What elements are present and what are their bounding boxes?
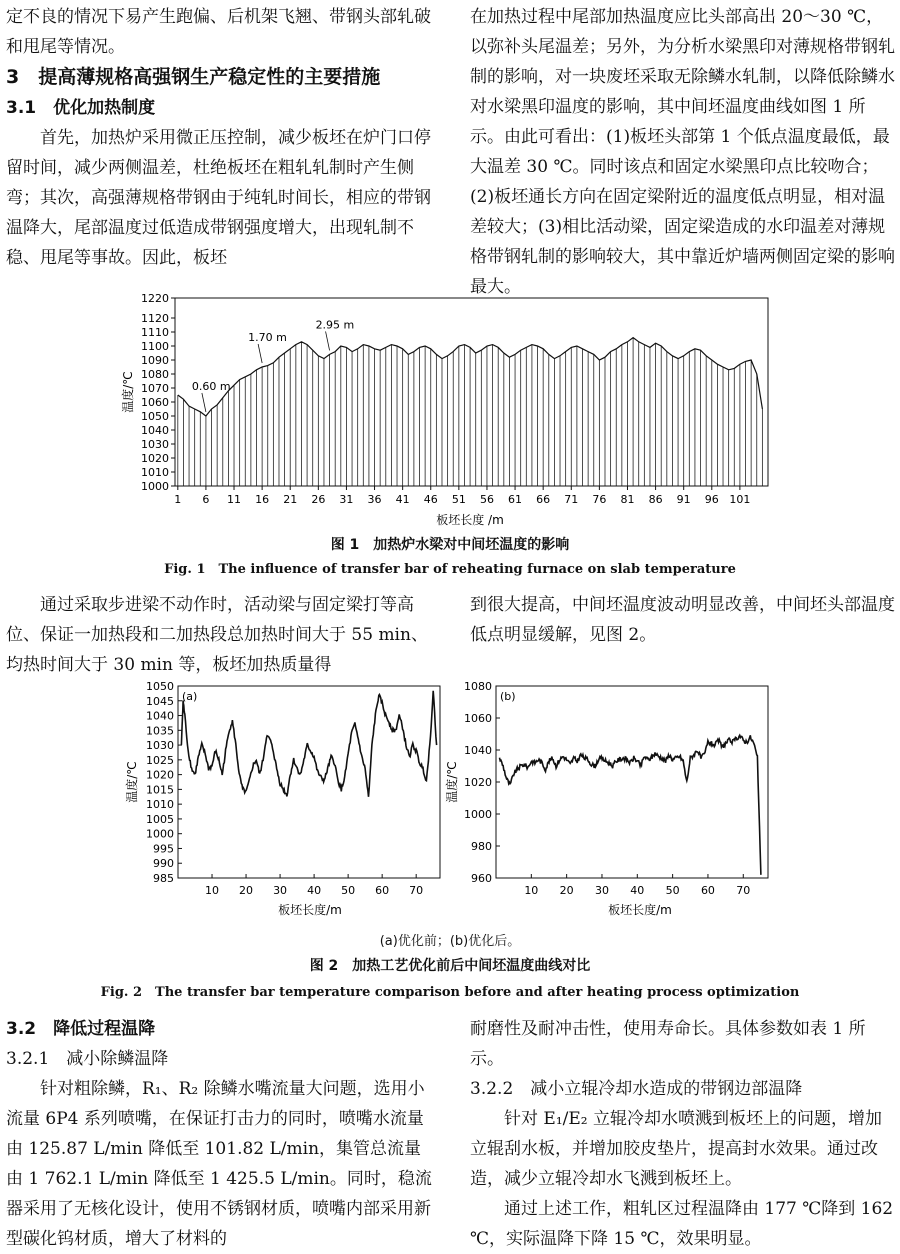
figure-1-y-label: 温度/℃ [121, 371, 135, 413]
figure-2b-y-label: 温度/℃ [445, 761, 459, 803]
figure-2a-y-tick-label: 1045 [146, 694, 174, 708]
figure-1-x-tick-label: 101 [729, 493, 751, 506]
figure-2b-x-tick-label: 10 [524, 884, 539, 897]
figure-1-x-tick-label: 1 [174, 493, 182, 506]
figure-1-x-tick-label: 31 [339, 493, 354, 506]
figure-2b-plot-frame [496, 686, 768, 878]
figure-2-caption-en: Fig. 2 The transfer bar temperature comparison before and after heating process optimization [100, 985, 800, 1000]
figure-1-x-tick-label: 36 [367, 493, 382, 506]
figure-2a-y-label: 温度/℃ [125, 761, 139, 803]
figure-1-x-tick-label: 86 [648, 493, 663, 506]
figure-2a-y-tick-label: 1000 [146, 827, 174, 841]
figure-1-y-tick-label: 1100 [141, 340, 169, 353]
figure-1-y-tick-label: 1000 [141, 480, 169, 493]
figure-2b-y-tick-label: 1060 [464, 712, 492, 725]
figure-1-y-tick-label: 1110 [141, 326, 169, 339]
figure-2b-y-tick-label: 1080 [464, 680, 492, 693]
figure-1-chart [110, 292, 790, 532]
figure-2b-y-tick-label: 960 [471, 872, 492, 885]
section-3-1-paragraph: 首先，加热炉采用微正压控制，减少板坯在炉门口停留时间，减少两侧温差，杜绝板坯在粗轧轧制时产生侧弯；其次，高强薄规格带钢由于纯轧时间长，相应的带钢温降大，尾部温度过低造成带钢强度增大，出现轧制不稳、甩尾等事故。因此，板坯 [6, 128, 431, 268]
figure-1-y-tick-label: 1010 [141, 466, 169, 479]
figure-2a-y-tick-label: 985 [153, 872, 174, 885]
figure-2a-y-tick-label: 1015 [146, 783, 174, 797]
figure-1-x-tick-label: 91 [676, 493, 691, 506]
figure-1-y-tick-label: 1030 [141, 438, 169, 451]
middle-left-paragraph: 通过采取步进梁不动作时，活动梁与固定梁打等高位、保证一加热段和二加热段总加热时间大于 55 min、均热时间大于 30 min 等，板坯加热质量得 [6, 595, 428, 675]
figure-2a-x-label: 板坯长度/m [278, 903, 342, 917]
figure-1-y-tick-label: 1060 [141, 396, 169, 409]
figure-2b-panel-label: (b) [500, 690, 516, 703]
figure-2a-y-tick-label: 1035 [146, 724, 174, 738]
figure-1-y-tick-label: 1020 [141, 452, 169, 465]
figure-1-annotation: 1.70 m [248, 331, 287, 344]
figure-1-x-tick-label: 96 [704, 493, 719, 506]
figure-1-y-tick-label: 1220 [141, 292, 169, 305]
figure-2a-y-tick-label: 1020 [146, 768, 174, 782]
figure-2b-x-label: 板坯长度/m [608, 903, 672, 917]
figure-2b-chart [440, 680, 780, 920]
figure-1-y-tick-label: 1120 [141, 312, 169, 325]
section-3-2-2-title: 3.2.2 减小立辊冷却水造成的带钢边部温降 [470, 1079, 803, 1099]
figure-2-subcaption: (a)优化前；(b)优化后。 [379, 934, 521, 949]
figure-1-y-tick-label: 1080 [141, 368, 169, 381]
figure-2b-y-tick-label: 1000 [464, 808, 492, 821]
figure-2a-x-tick-label: 60 [375, 884, 390, 897]
figure-2a-x-tick-label: 70 [409, 884, 424, 897]
section-3-1-title: 3.1 优化加热制度 [6, 98, 156, 118]
figure-2b-series-line [500, 735, 761, 875]
figure-2a-y-tick-label: 1040 [146, 709, 174, 723]
figure-1-annotation-arrow [258, 344, 262, 363]
figure-1-caption-cn: 图 1 加热炉水梁对中间坯温度的影响 [330, 537, 570, 553]
figure-1-x-tick-label: 41 [395, 493, 410, 506]
figure-2a-y-tick-label: 1030 [146, 739, 174, 753]
figure-2a-y-tick-label: 995 [153, 842, 174, 856]
figure-1-y-tick-label: 1040 [141, 424, 169, 437]
figure-2a-chart [120, 680, 450, 920]
figure-1-x-tick-label: 81 [620, 493, 635, 506]
figure-2b-x-tick-label: 40 [630, 884, 645, 897]
figure-2a-x-tick-label: 10 [205, 884, 220, 897]
figure-2a-x-tick-label: 20 [239, 884, 254, 897]
figure-1-y-tick-label: 1070 [141, 382, 169, 395]
figure-2a-x-tick-label: 50 [341, 884, 356, 897]
figure-2a-y-tick-label: 1005 [146, 812, 174, 826]
section-3-2-1-paragraph: 针对粗除鳞，R₁、R₂ 除鳞水嘴流量大问题，选用小流量 6P4 系列喷嘴，在保证打击力的同时，喷嘴水流量由 125.87 L/min 降低至 101.82 L/min，集管总流量由 1 762.1 L/min 降低至 1 425.5 L/min。同时，稳流器采用了无核化设计，使用不锈钢材质，喷嘴内部采用新型碳化钨材质，增大了材料的 [6, 1079, 432, 1249]
figure-1-x-tick-label: 61 [508, 493, 523, 506]
figure-1-x-tick-label: 6 [202, 493, 210, 506]
figure-1-x-tick-label: 16 [255, 493, 270, 506]
figure-1-x-tick-label: 21 [283, 493, 298, 506]
figure-2a-y-tick-label: 1025 [146, 753, 174, 767]
figure-2a-y-tick-label: 1010 [146, 798, 174, 812]
figure-1-x-tick-label: 26 [311, 493, 326, 506]
continued-paragraph: 定不良的情况下易产生跑偏、后机架飞翘、带钢头部轧破和甩尾等情况。 [6, 7, 431, 57]
section-3-title: 3 提高薄规格高强钢生产稳定性的主要措施 [6, 66, 381, 88]
figure-2b-y-tick-label: 1020 [464, 776, 492, 789]
bottom-left-column [6, 1014, 434, 1254]
figure-2-caption-cn: 图 2 加热工艺优化前后中间坯温度曲线对比 [309, 958, 591, 974]
figure-1-caption-en: Fig. 1 The influence of transfer bar of reheating furnace on slab temperature [164, 562, 736, 577]
figure-2a-y-tick-label: 1050 [146, 680, 174, 693]
figure-2b-x-tick-label: 30 [594, 884, 609, 897]
middle-right-column [470, 590, 896, 650]
middle-right-paragraph: 到很大提高，中间坯温度波动明显改善，中间坯头部温度低点明显缓解，见图 2。 [470, 595, 895, 645]
figure-1-plot-frame [175, 298, 768, 486]
figure-2a-plot-frame [178, 686, 440, 878]
figure-2b-x-tick-label: 20 [559, 884, 574, 897]
figure-1-x-label: 板坯长度 /m [436, 513, 504, 527]
section-3-2-2-paragraph: 针对 E₁/E₂ 立辊冷却水喷溅到板坯上的问题，增加立辊刮水板，并增加胶皮垫片，提高封水效果。通过改造，减少立辊冷却水飞溅到板坯上。 [470, 1109, 882, 1189]
figure-1-annotation-arrow [326, 331, 330, 350]
right-paragraph: 在加热过程中尾部加热温度应比头部高出 20～30 ℃，以弥补头尾温差；另外，为分析水梁黑印对薄规格带钢轧制的影响，对一块废坯采取无除鳞水轧制，以降低除鳞水对水梁黑印温度的影响，其中间坯温度曲线如图 1 所示。由此可看出：(1)板坯头部第 1 个低点温度最低，最大温差 30 ℃。同时该点和固定水梁黑印点比较吻合；(2)板坯通长方向在固定梁附近的温度低点明显，相对温差较大；(3)相比活动梁，固定梁造成的水印温差对薄规格带钢轧制的影响较大，其中靠近炉墙两侧固定梁的影响最大。 [470, 7, 895, 297]
figure-1-x-tick-label: 66 [536, 493, 551, 506]
figure-1-x-tick-label: 56 [479, 493, 494, 506]
figure-2a-panel-label: (a) [182, 690, 198, 703]
figure-1-y-tick-label: 1050 [141, 410, 169, 423]
figure-1-x-tick-label: 51 [451, 493, 466, 506]
figure-2b-x-tick-label: 60 [700, 884, 715, 897]
section-3-2-title: 3.2 降低过程温降 [6, 1019, 156, 1039]
figure-2a-y-tick-label: 990 [153, 857, 174, 871]
figure-2a-series-line [181, 691, 436, 797]
figure-2a-x-tick-label: 30 [273, 884, 288, 897]
section-3-2-1-title: 3.2.1 减小除鳞温降 [6, 1049, 169, 1069]
top-right-column [470, 2, 896, 302]
middle-left-column [6, 590, 434, 680]
figure-1-x-tick-label: 46 [423, 493, 438, 506]
figure-1-x-tick-label: 71 [564, 493, 579, 506]
section-3-2-2-result: 通过上述工作，粗轧区过程温降由 177 ℃降到 162 ℃，实际温降下降 15 ℃，效果明显。 [470, 1199, 894, 1249]
figure-2b-y-tick-label: 1040 [464, 744, 492, 757]
top-left-column [6, 2, 434, 273]
figure-2b-y-tick-label: 980 [471, 840, 492, 853]
figure-2b-x-tick-label: 70 [736, 884, 751, 897]
figure-1-x-tick-label: 76 [592, 493, 607, 506]
figure-2a-x-tick-label: 40 [307, 884, 322, 897]
figure-1-y-tick-label: 1090 [141, 354, 169, 367]
figure-1-annotation-arrow [202, 393, 206, 412]
figure-2b-x-tick-label: 50 [665, 884, 680, 897]
figure-1-annotation: 0.60 m [191, 380, 231, 393]
figure-1-annotation: 2.95 m [315, 318, 355, 332]
bottom-right-column [470, 1014, 896, 1254]
bottom-right-paragraph-1: 耐磨性及耐冲击性，使用寿命长。具体参数如表 1 所示。 [470, 1019, 866, 1069]
figure-1-x-tick-label: 11 [227, 493, 242, 506]
